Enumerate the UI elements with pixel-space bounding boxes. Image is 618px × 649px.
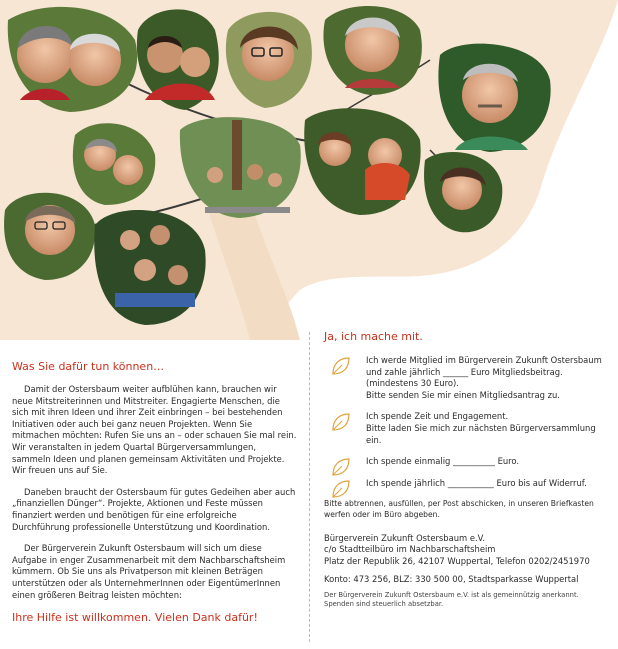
option-text: Ich werde Mitglied im Bürgerverein Zukunft Ostersbaum: [366, 355, 602, 365]
left-heading: Was Sie dafür tun können…: [12, 360, 165, 373]
address-street-phone: Platz der Republik 26, 42107 Wuppertal, Telefon 0202/2451970: [324, 555, 590, 566]
tax-footnote: Der Bürgerverein Zukunft Ostersbaum e.V. ist als gemeinnützig anerkannt. Spenden sind steuerlich absetzbar.: [324, 590, 579, 609]
option-text: Ich spende Zeit und Engagement.: [366, 411, 509, 422]
paragraph-association: Der Bürgerverein Zukunft Ostersbaum will sich um diese Aufgabe in enger Zusammenarbeit mit dem Nachbarschaftsheim kümmern. Ob Sie uns als Privatperson mit kleinen Beträgen unterstützen oder als UnternehmerInnen oder EigentümerInnen einen größeren Beitrag leisten möchten:: [12, 543, 286, 600]
option-text: Ich spende einmalig __________ Euro.: [366, 456, 520, 467]
left-column: [12, 360, 297, 624]
dashed-separator: [309, 332, 310, 642]
bank-details: Konto: 473 256, BLZ: 330 500 00, Stadtsparkasse Wuppertal: [324, 574, 579, 585]
photo-leaf-couple: [8, 7, 137, 112]
option-text: (mindestens 30 Euro).: [366, 378, 459, 389]
address-care-of: c/o Stadtteilbüro im Nachbarschaftsheim: [324, 544, 496, 555]
option-annual-donation[interactable]: [324, 478, 609, 490]
leaf-checkbox-icon[interactable]: [330, 456, 352, 478]
address-name: Bürgerverein Zukunft Ostersbaum e.V.: [324, 532, 485, 543]
paragraph-funding: Daneben braucht der Ostersbaum für gutes Gedeihen aber auch „finanziellen Dünger“. Projekte, Aktionen und Feste müssen finanziert werden und benötigen für eine erfolgreiche Durchführung professionelle Unterstützung und Koordination.: [12, 486, 296, 532]
form-heading: Ja, ich mache mit.: [324, 330, 423, 343]
option-text: und zahle jährlich ______ Euro Mitgliedsbeitrag.: [366, 366, 563, 377]
option-time-engagement[interactable]: [324, 411, 609, 446]
right-column: [324, 330, 609, 610]
instructions-note: Bitte abtrennen, ausfüllen, per Post abschicken, in unseren Briefkasten werfen oder im Büro abgeben.: [324, 499, 594, 519]
postal-address: [324, 533, 609, 568]
option-text: Ich spende jährlich ___________ Euro bis auf Widerruf.: [366, 477, 587, 488]
leaf-checkbox-icon[interactable]: [330, 478, 352, 500]
option-membership[interactable]: [324, 355, 609, 401]
closing-thanks: Ihre Hilfe ist willkommen. Vielen Dank dafür!: [12, 611, 258, 625]
leaf-checkbox-icon[interactable]: [330, 411, 352, 433]
paragraph-volunteers: Damit der Ostersbaum weiter aufblühen kann, brauchen wir neue Mitstreiterinnen und Mitstreiter. Engagierte Menschen, die sich mit ihren Ideen und ihrer Zeit einbringen – bei bestehenden Initiativen oder auch bei ganz neuen Projekten. Wenn Sie mitmachen möchten: Rufen Sie uns an – oder schauen Sie mal rein. Wir veranstalten in jedem Quartal Bürgerversammlungen, sammeln Ideen und planen gemeinsam Aktivitäten und Projekte. Wir freuen uns auf Sie.: [12, 384, 297, 476]
option-text: Bitte laden Sie mich zur nächsten Bürgerversammlung ein.: [366, 422, 596, 445]
leaf-checkbox-icon[interactable]: [330, 355, 352, 377]
option-one-time-donation[interactable]: [324, 456, 609, 468]
option-text: Bitte senden Sie mir einen Mitgliedsantrag zu.: [366, 389, 560, 400]
